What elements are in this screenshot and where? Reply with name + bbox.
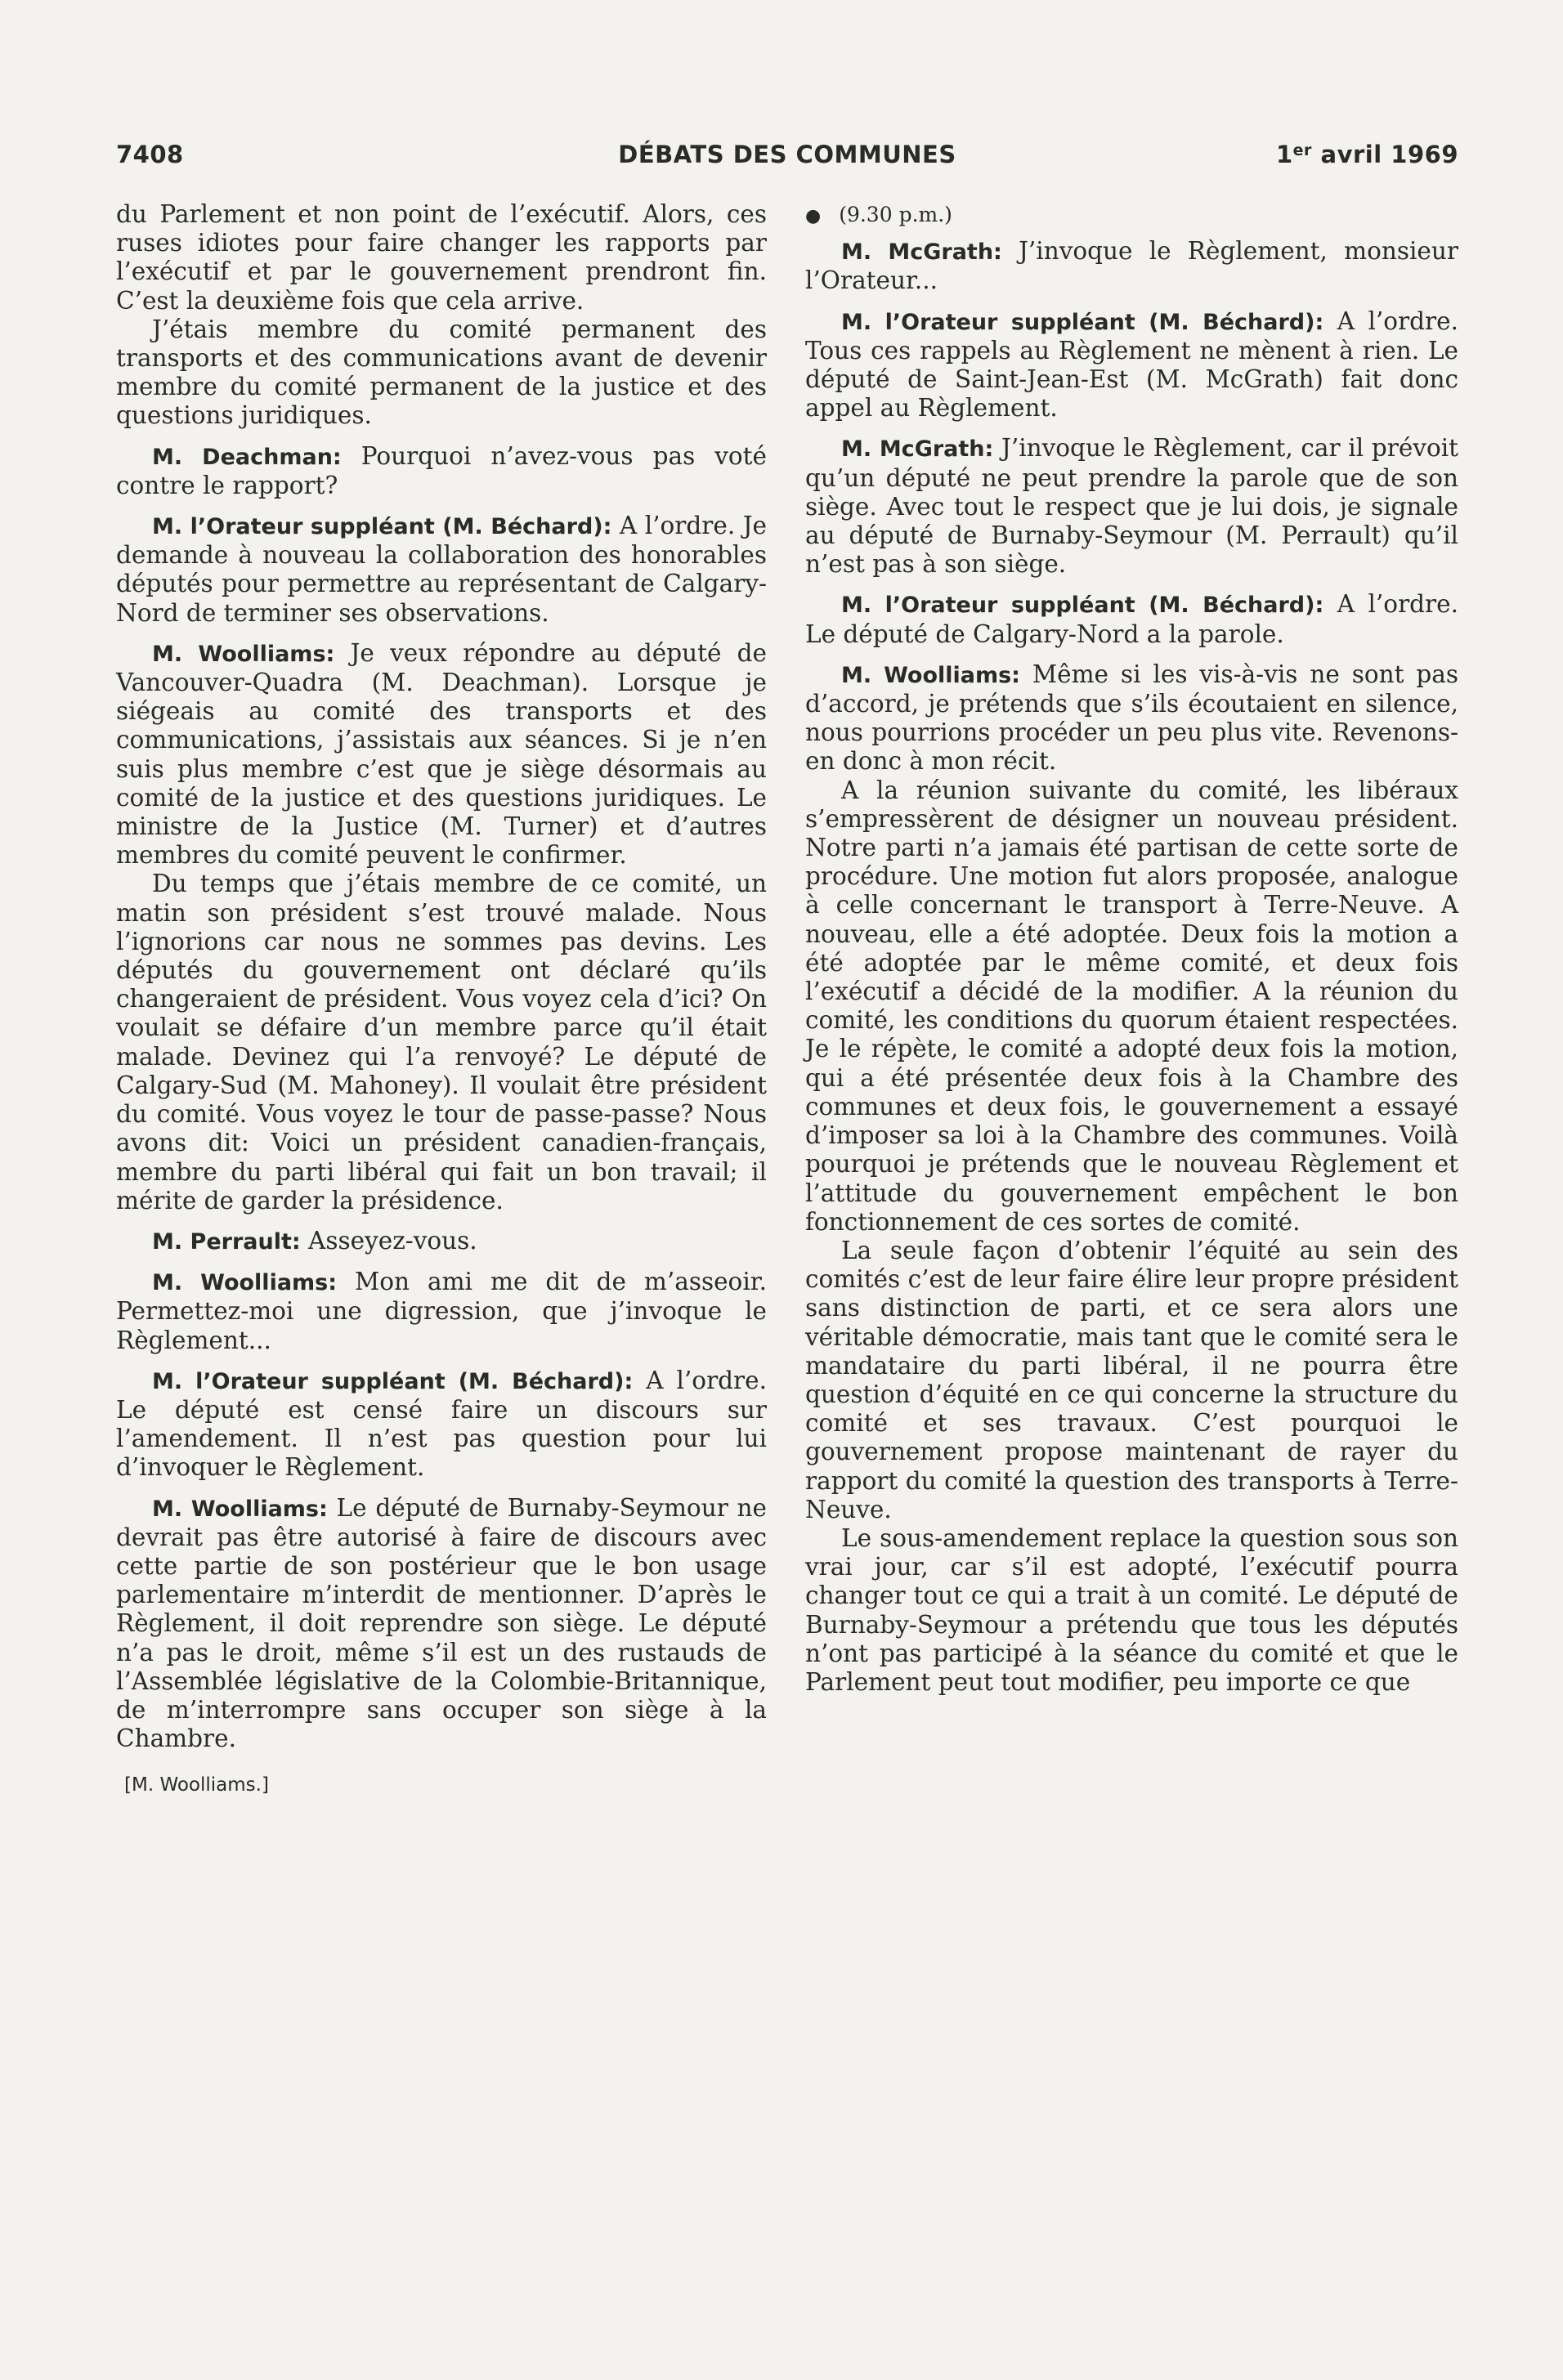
paragraph xyxy=(116,1268,767,1355)
paragraph xyxy=(116,442,767,500)
paragraph xyxy=(805,660,1458,776)
paragraph-text: A l’ordre. Tous ces rappels au Règlement ne mènent à rien. Le député de Saint-Jean-Est (M. McGrath) fait donc appel au Règlement. xyxy=(805,306,1458,423)
date-day: 1 xyxy=(1275,141,1293,168)
paragraph-text: J’étais membre du comité permanent des transports et des communications avant de devenir membre du comité permanent de la justice et des questions juridiques. xyxy=(116,315,767,430)
speaker-name: M. l’Orateur suppléant (M. Béchard): xyxy=(841,309,1324,335)
paragraph-text: Mon ami me dit de m’asseoir. Permettez-moi une digression, que j’invoque le Règlement... xyxy=(116,1268,767,1354)
paragraph-text: Le sous-amendement replace la question sous son vrai jour, car s’il est adopté, l’exécutif pourra changer tout ce qui a trait à un comité. Le député de Burnaby-Seymour a prétendu que tous les députés n’ont pas participé à la séance du comité et que le Parlement peut tout modifier, peu importe ce que xyxy=(805,1523,1458,1696)
paragraph-text: A la réunion suivante du comité, les libéraux s’empressèrent de désigner un nouveau président. Notre parti n’a jamais été partisan de cette sorte de procédure. Une motion fut alors proposée, analogue à celle concernant le transport à Terre-Neuve. A nouveau, elle a été adoptée. Deux fois la motion a été adoptée par le même comité, et deux fois l’exécutif a décidé de la modifier. A la réunion du comité, les conditions du quorum étaient respectées. Je le répète, le comité a adopté deux fois la motion, qui a été présentée deux fois à la Chambre des communes et deux fois, le gouvernement a essayé d’imposer sa loi à la Chambre des communes. Voilà pourquoi je prétends que le nouveau Règlement et l’attitude du gouvernement empêchent le bon fonctionnement de ces sortes de comité. xyxy=(805,776,1458,1236)
time-marker xyxy=(805,200,1458,230)
speaker-name: M. Deachman: xyxy=(152,444,342,470)
speaker-footer-reference: [M. Woolliams.] xyxy=(124,1774,269,1796)
speaker-name: M. l’Orateur suppléant (M. Béchard): xyxy=(152,514,612,540)
paragraph-text: du Parlement et non point de l’exécutif. Alors, ces ruses idiotes pour faire changer les rapports par l’exécutif et par le gouvernement prendront fin. C’est la deuxième fois que cela arrive. xyxy=(116,200,767,315)
paragraph-text: A l’ordre. Le député de Calgary-Nord a la parole. xyxy=(805,590,1458,648)
paragraph xyxy=(805,237,1458,295)
date-month-year: avril 1969 xyxy=(1311,141,1458,168)
paragraph-text: Le député de Burnaby-Seymour ne devrait pas être autorisé à faire de discours avec cette partie de son postérieur que le bon usage parlementaire m’interdit de mentionner. D’après le Règlement, il doit reprendre son siège. Le député n’a pas le droit, même s’il est un des rustauds de l’Assemblée législative de la Colombie-Britannique, de m’interrompre sans occuper son siège à la Chambre. xyxy=(116,1493,767,1753)
paragraph-text: J’invoque le Règlement, car il prévoit qu’un député ne peut prendre la parole que de son siège. Avec tout le respect que je lui dois, je signale au député de Burnaby-Seymour (M. Perrault) qu’il n’est pas à son siège. xyxy=(805,434,1458,579)
right-column xyxy=(805,200,1458,1697)
paragraph-text: A l’ordre. Le député est censé faire un discours sur l’amendement. Il n’est pas question pour lui d’invoquer le Règlement. xyxy=(116,1366,767,1482)
paragraph xyxy=(116,1367,767,1483)
speaker-name: M. Woolliams: xyxy=(152,1496,328,1522)
paragraph-text: J’invoque le Règlement, monsieur l’Orateur... xyxy=(805,237,1458,295)
speaker-name: M. l’Orateur suppléant (M. Béchard): xyxy=(152,1368,634,1394)
speaker-name: M. McGrath: xyxy=(841,239,1002,266)
speaker-name: M. Perrault: xyxy=(152,1228,301,1255)
paragraph xyxy=(805,1237,1458,1524)
speaker-name: M. Woolliams: xyxy=(841,662,1020,688)
paragraph-text: Du temps que j’étais membre de ce comité, un matin son président s’est trouvé malade. Nous l’ignorions car nous ne sommes pas devins. Les députés du gouvernement ont déclaré qu’ils changeraient de président. Vous voyez cela d’ici? On voulait se défaire d’un membre parce qu’il était malade. Devinez qui l’a renvoyé? Le député de Calgary-Sud (M. Mahoney). Il voulait être président du comité. Vous voyez le tour de passe-passe? Nous avons dit: Voici un président canadien-français, membre du parti libéral qui fait un bon travail; il mérite de garder la présidence. xyxy=(116,870,767,1215)
paragraph-text: A l’ordre. Je demande à nouveau la collaboration des honorables députés pour permettre au représentant de Calgary-Nord de terminer ses observations. xyxy=(116,512,767,627)
paragraph xyxy=(805,590,1458,648)
paragraph xyxy=(805,434,1458,579)
speaker-name: M. Woolliams: xyxy=(152,1270,338,1296)
paragraph xyxy=(805,776,1458,1237)
time-marker-text: (9.30 p.m.) xyxy=(839,203,952,226)
paragraph xyxy=(805,1524,1458,1697)
paragraph xyxy=(116,315,767,431)
left-column xyxy=(116,200,767,1801)
date-superscript: er xyxy=(1292,141,1312,159)
page-date xyxy=(1276,141,1458,168)
paragraph-text: La seule façon d’obtenir l’équité au sein des comités c’est de leur faire élire leur propre président sans distinction de parti, et ce sera alors une véritable démocratie, mais tant que le comité sera le mandataire du parti libéral, il ne pourra être question d’équité en ce qui concerne la structure du comité et ses travaux. C’est pourquoi le gouvernement propose maintenant de rayer du rapport du comité la question des transports à Terre-Neuve. xyxy=(805,1236,1458,1523)
paragraph xyxy=(116,870,767,1215)
paragraph xyxy=(116,512,767,628)
speaker-name: M. McGrath: xyxy=(841,436,994,463)
paragraph xyxy=(805,307,1458,423)
paragraph-text: Asseyez-vous. xyxy=(300,1226,477,1255)
paragraph-text: Pourquoi n’avez-vous pas voté contre le rapport? xyxy=(116,441,767,499)
paragraph xyxy=(116,1227,767,1256)
paragraph-text: Même si les vis-à-vis ne sont pas d’accord, je prétends que s’ils écoutaient en silence, nous pourrions procéder un peu plus vite. Revenons-en donc à mon récit. xyxy=(805,660,1458,776)
paragraph xyxy=(116,639,767,870)
page-header xyxy=(116,141,1458,177)
paragraph xyxy=(116,1494,767,1754)
page-number: 7408 xyxy=(116,141,184,168)
paragraph xyxy=(116,200,767,315)
bullet-icon: ● xyxy=(805,206,822,226)
speaker-name: M. l’Orateur suppléant (M. Béchard): xyxy=(841,593,1324,619)
speaker-name: M. Woolliams: xyxy=(152,641,335,667)
paragraph-text: Je veux répondre au député de Vancouver-Quadra (M. Deachman). Lorsque je siégeais au comité des transports et des communications, j’assistais aux séances. Si je n’en suis plus membre c’est que je siège désormais au comité de la justice et des questions juridiques. Le ministre de la Justice (M. Turner) et d’autres membres du comité peuvent le confirmer. xyxy=(116,638,767,870)
publication-title: DÉBATS DES COMMUNES xyxy=(618,141,956,168)
